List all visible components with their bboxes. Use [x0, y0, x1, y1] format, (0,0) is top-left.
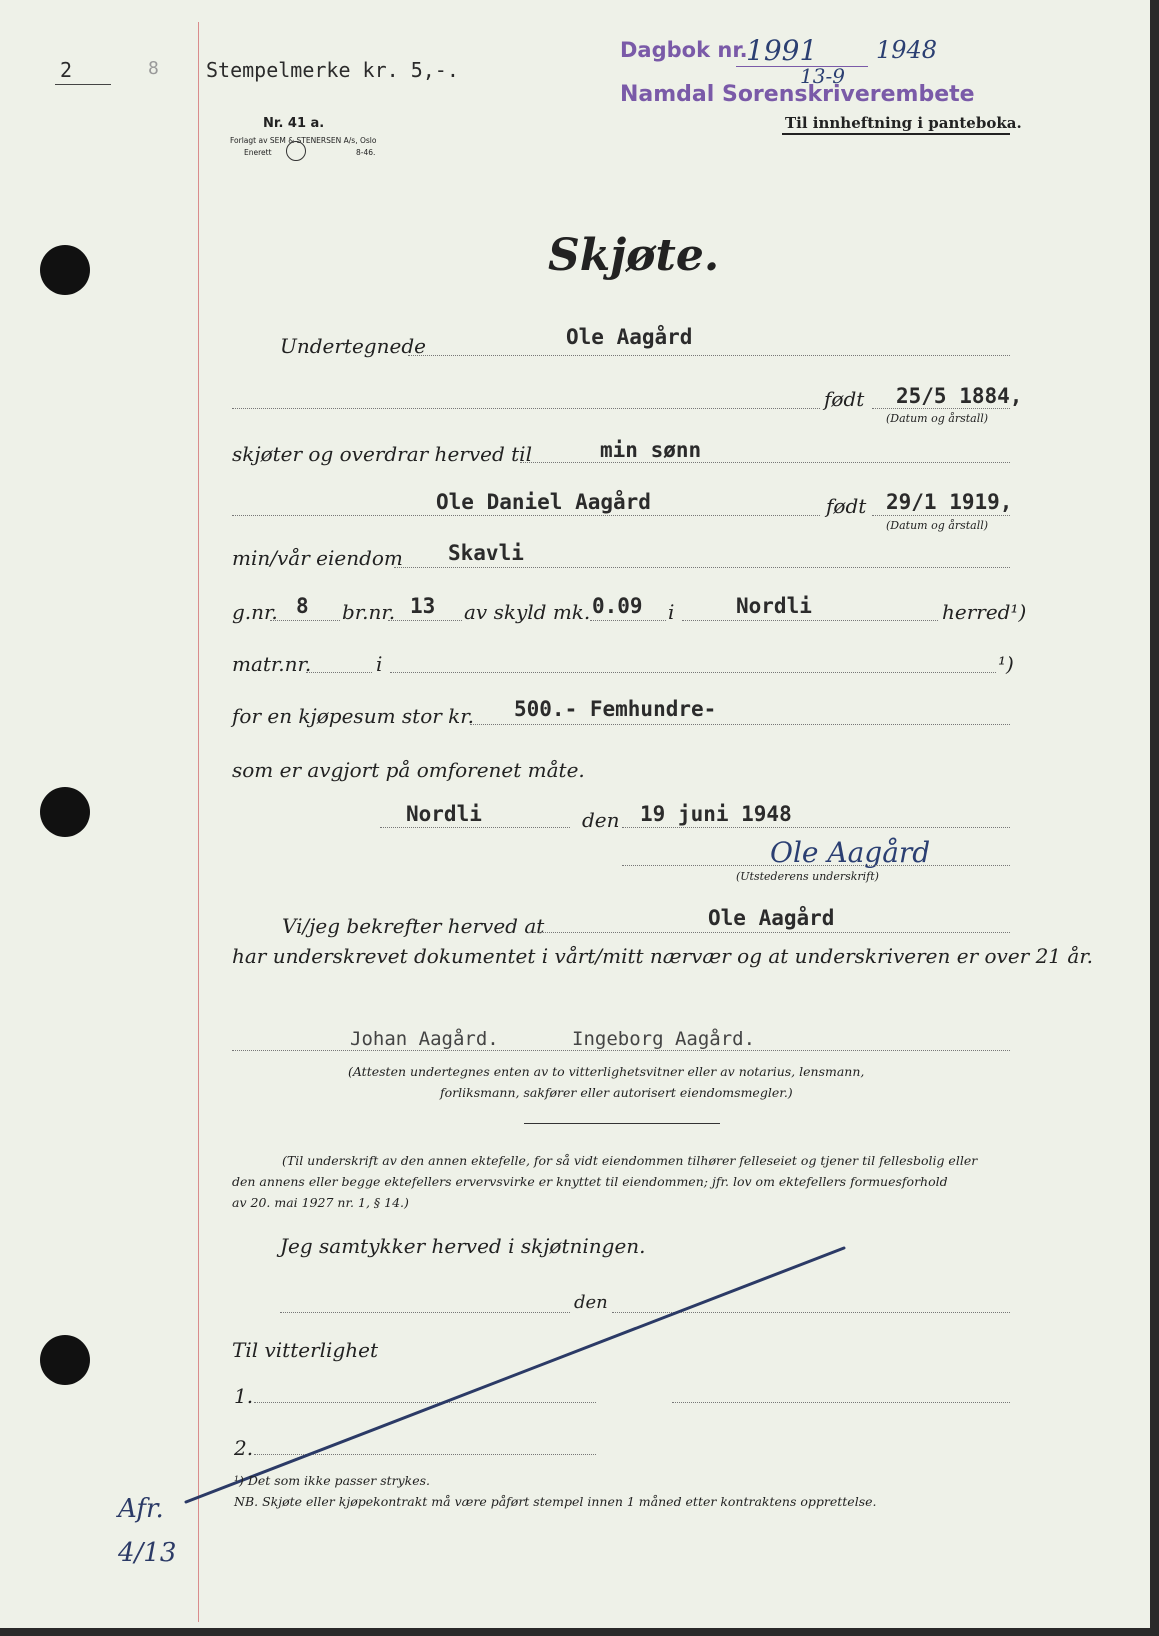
footnote-1: ¹) Det som ikke passer strykes.	[234, 1473, 431, 1488]
publisher-line: Forlagt av SEM & STENERSEN A/s, Oslo	[230, 136, 377, 145]
brnr-line	[388, 620, 462, 621]
undersigned-line	[408, 355, 1010, 356]
price-value: 500.- Femhundre-	[514, 697, 717, 721]
paren-close: ¹)	[998, 652, 1014, 676]
grantee-relation: min sønn	[600, 438, 702, 462]
section-divider	[524, 1123, 720, 1124]
attest-note-2: forliksmann, sakfører eller autorisert eiendomsmegler.)	[440, 1085, 793, 1100]
confirm-text: har underskrevet dokumentet i vårt/mitt nærvær og at underskriveren er over 21 år.	[232, 944, 1094, 968]
attest-note-1: (Attesten undertegnes enten av to vitterlighetsvitner eller av notarius, lensmann,	[348, 1064, 865, 1079]
footnote-2: NB. Skjøte eller kjøpekontrakt må være påført stempel innen 1 måned etter kontraktens opprettelse.	[234, 1494, 877, 1509]
matr-label: matr.nr.	[232, 652, 312, 676]
issuer-signature: Ole Aagård	[770, 836, 931, 869]
faint-mark: 8	[148, 58, 159, 79]
den-label: den	[582, 808, 620, 832]
confirm-label: Vi/jeg bekrefter herved at	[282, 914, 545, 938]
herred-label: herred¹)	[942, 600, 1027, 624]
confirm-name-line	[528, 932, 1010, 933]
confirm-name: Ole Aagård	[708, 906, 835, 930]
skyld-value: 0.09	[592, 594, 643, 618]
margin-note-1: Afr.	[118, 1494, 164, 1524]
consent-den-label: den	[574, 1292, 608, 1313]
gnr-label: g.nr.	[232, 600, 278, 624]
publisher-logo-icon	[286, 141, 306, 161]
settled-text: som er avgjort på omforenet måte.	[232, 758, 585, 782]
witness-1: Johan Aagård.	[350, 1028, 499, 1050]
register-date: 13-9	[800, 64, 845, 88]
issuer-signature-line	[622, 865, 1010, 866]
property-name: Skavli	[448, 541, 524, 565]
place-line	[380, 827, 570, 828]
stamp-duty-note: Stempelmerke kr. 5,-.	[206, 58, 459, 82]
grantor-name: Ole Aagård	[566, 325, 693, 349]
property-line	[394, 567, 1010, 568]
skyld-line	[590, 620, 666, 621]
grantor-extra-line	[232, 408, 820, 409]
grantee-name-line	[232, 515, 820, 516]
office-stamp: Namdal Sorenskriverembete	[620, 82, 975, 107]
grantor-birth: 25/5 1884,	[896, 384, 1023, 408]
page-number-underline	[55, 84, 111, 85]
municipality-line	[682, 620, 938, 621]
witness-number-1: 1.	[234, 1384, 254, 1408]
register-stamp-label: Dagbok nr.	[620, 38, 748, 62]
date-hint-2: (Datum og årstall)	[886, 519, 989, 532]
spouse-note-1: (Til underskrift av den annen ektefelle, for så vidt eiendommen tilhører felleseiet og tjener til fellesbolig eller	[282, 1153, 978, 1168]
form-number: Nr. 41 a.	[263, 116, 325, 131]
register-number: 1991	[746, 34, 818, 67]
matr-place-line	[390, 672, 996, 673]
date-hint-1: (Datum og årstall)	[886, 412, 989, 425]
consent-text: Jeg samtykker herved i skjøtningen.	[280, 1234, 646, 1258]
matr-line	[306, 672, 372, 673]
brnr-label: br.nr.	[342, 600, 396, 624]
margin-note-2: 4/13	[118, 1538, 177, 1568]
filing-note-underline	[782, 133, 1010, 135]
publisher-enerett: Enerett	[244, 148, 272, 157]
i-label-1: i	[668, 600, 675, 624]
punch-hole-bottom	[40, 1335, 90, 1385]
issuer-signature-hint: (Utstederens underskrift)	[736, 870, 879, 883]
spouse-note-3: av 20. mai 1927 nr. 1, § 14.)	[232, 1195, 409, 1210]
grantee-birth-line	[872, 515, 1010, 516]
witness-number-2: 2.	[234, 1436, 254, 1460]
filing-note: Til innheftning i panteboka.	[785, 114, 1022, 132]
page-number: 2	[60, 58, 73, 82]
punch-hole-top	[40, 245, 90, 295]
signed-date: 19 juni 1948	[640, 802, 792, 826]
grantee-birth: 29/1 1919,	[886, 490, 1013, 514]
i-label-2: i	[376, 652, 383, 676]
municipality: Nordli	[736, 594, 812, 618]
register-year: 1948	[876, 36, 938, 64]
witness-heading: Til vitterlighet	[232, 1338, 379, 1362]
publisher-date: 8-46.	[356, 148, 376, 157]
born-label-2: født	[826, 494, 867, 518]
born-label-1: født	[824, 387, 865, 411]
brnr-value: 13	[410, 594, 436, 618]
grantor-birth-line	[872, 408, 1010, 409]
document-title: Skjøte.	[548, 230, 720, 281]
price-line	[470, 724, 1010, 725]
place: Nordli	[406, 802, 482, 826]
signed-date-line	[622, 827, 1010, 828]
price-label: for en kjøpesum stor kr.	[232, 704, 475, 728]
skyld-label: av skyld mk.	[464, 600, 591, 624]
punch-hole-middle	[40, 787, 90, 837]
gnr-value: 8	[296, 594, 309, 618]
spouse-note-2: den annens eller begge ektefellers ervervsvirke er knyttet til eiendommen; jfr. lov om ektefellers formuesforhold	[232, 1174, 948, 1189]
gnr-line	[270, 620, 340, 621]
grantee-relation-line	[520, 462, 1010, 463]
witness-2: Ingeborg Aagård.	[572, 1028, 756, 1050]
undersigned-label: Undertegnede	[280, 334, 426, 358]
grantee-name: Ole Daniel Aagård	[436, 490, 651, 514]
conveys-label: skjøter og overdrar herved til	[232, 442, 532, 466]
property-label: min/vår eiendom	[232, 546, 403, 570]
witness-line	[232, 1050, 1010, 1051]
